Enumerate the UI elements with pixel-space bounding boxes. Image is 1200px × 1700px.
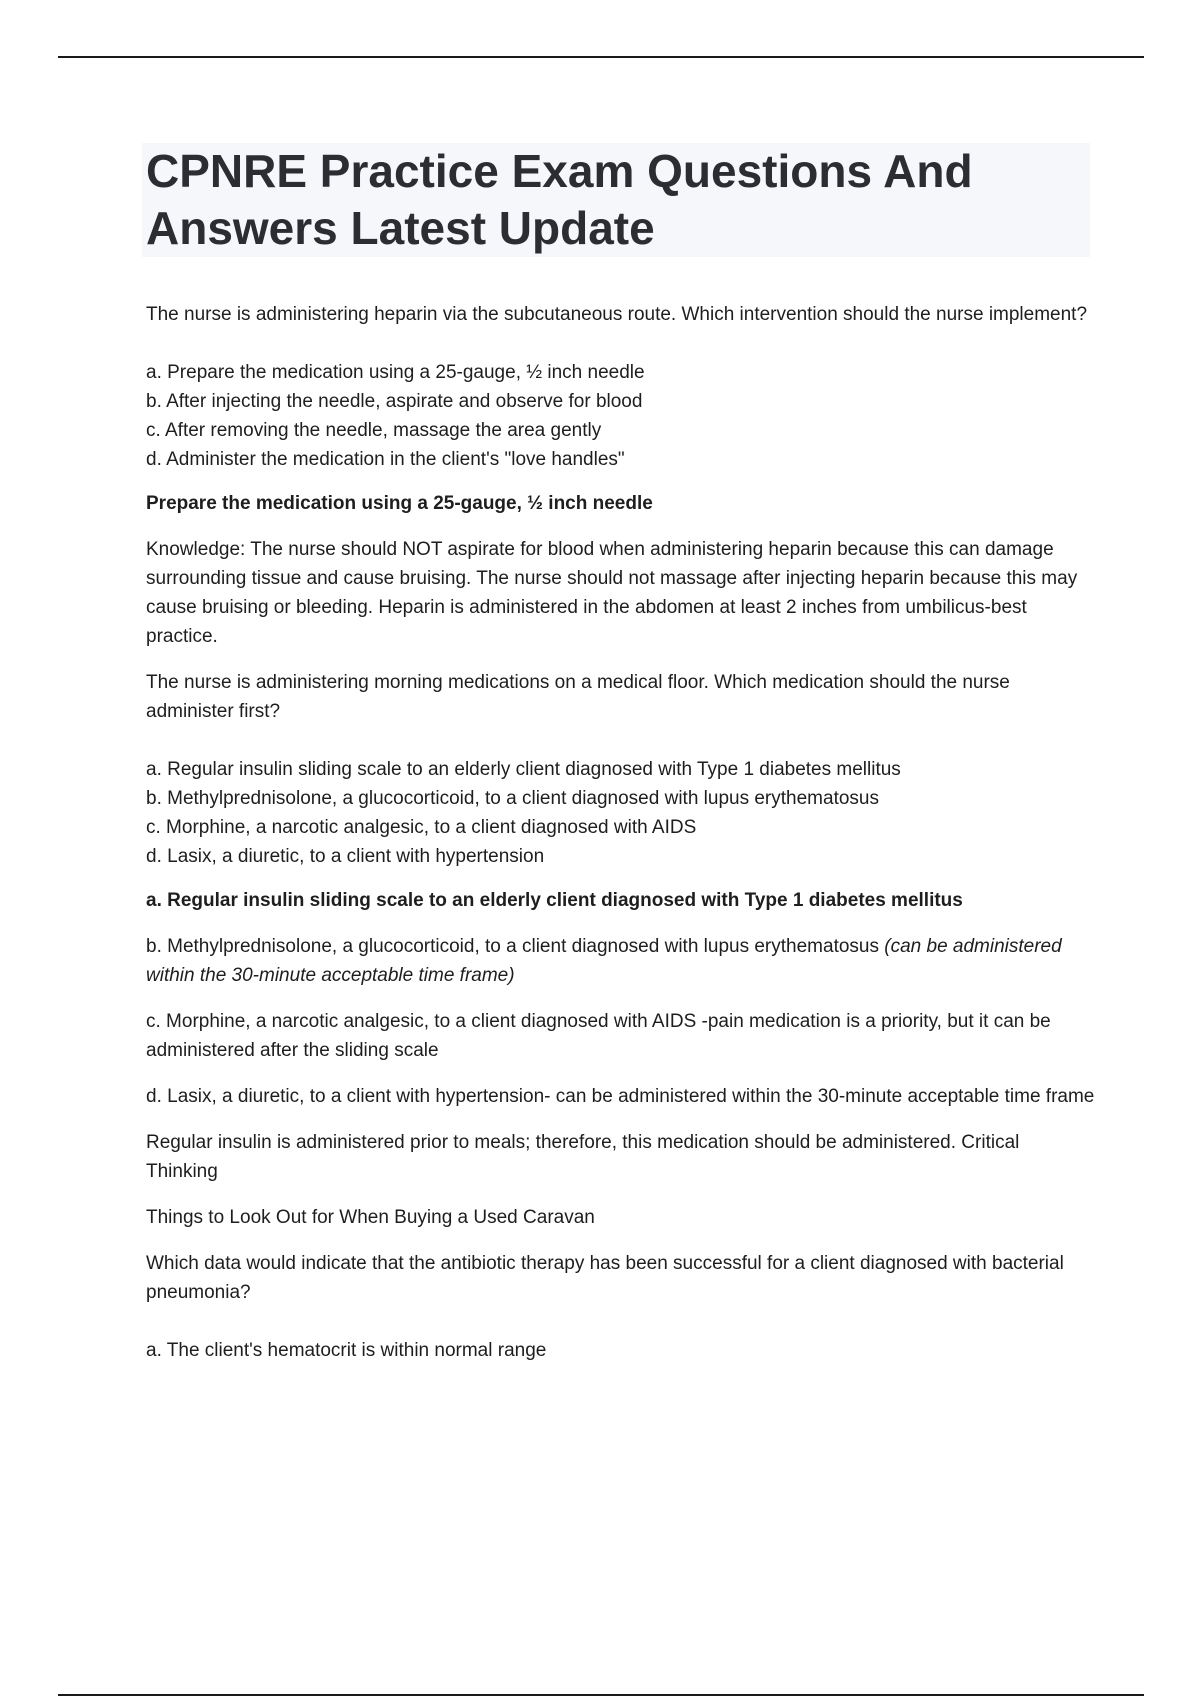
document-title: CPNRE Practice Exam Questions And Answers Latest Update [146, 145, 973, 254]
explanation-b-note: (can be administered within the 30-minute acceptable time frame) [146, 936, 1062, 986]
question-1-options [146, 358, 1096, 474]
document-body [146, 300, 1096, 1380]
stray-line: Things to Look Out for When Buying a Used Caravan [146, 1207, 595, 1228]
question-3: Which data would indicate that the antibiotic therapy has been successful for a client diagnosed with bacterial pneumonia? [146, 1253, 1064, 1303]
explanation-b-text: b. Methylprednisolone, a glucocorticoid, to a client diagnosed with lupus erythematosus [146, 936, 879, 957]
rationale-1: Knowledge: The nurse should NOT aspirate for blood when administering heparin because this can damage surrounding tissue and cause bruising. The nurse should not massage after injecting heparin because this may cause bruising or bleeding. Heparin is administered in the abdomen at least 2 inches from umbilicus-best practice. [146, 539, 1078, 647]
top-rule [58, 56, 1144, 58]
rationale-2: Regular insulin is administered prior to meals; therefore, this medication should be administered. Critical Thinking [146, 1132, 1020, 1182]
question-2: The nurse is administering morning medications on a medical floor. Which medication should the nurse administer first? [146, 672, 1010, 722]
question-1: The nurse is administering heparin via the subcutaneous route. Which intervention should the nurse implement? [146, 304, 1088, 325]
explanation-c: c. Morphine, a narcotic analgesic, to a client diagnosed with AIDS -pain medication is a priority, but it can be administered after the sliding scale [146, 1011, 1051, 1061]
option-a: a. Prepare the medication using a 25-gauge, ½ inch needle [146, 362, 645, 383]
question-2-options [146, 755, 1096, 871]
option-c: c. Morphine, a narcotic analgesic, to a client diagnosed with AIDS [146, 817, 697, 838]
option-a: a. The client's hematocrit is within normal range [146, 1340, 547, 1361]
explanation-b [146, 932, 1096, 990]
question-3-options [146, 1336, 1096, 1365]
option-d: d. Lasix, a diuretic, to a client with hypertension [146, 846, 545, 867]
bottom-rule [58, 1694, 1144, 1696]
explanation-d: d. Lasix, a diuretic, to a client with hypertension- can be administered within the 30-minute acceptable time frame [146, 1086, 1095, 1107]
option-d: d. Administer the medication in the client's "love handles" [146, 449, 625, 470]
answer-2: a. Regular insulin sliding scale to an elderly client diagnosed with Type 1 diabetes mellitus [146, 890, 963, 911]
option-c: c. After removing the needle, massage the area gently [146, 420, 602, 441]
option-a: a. Regular insulin sliding scale to an elderly client diagnosed with Type 1 diabetes mellitus [146, 759, 901, 780]
option-b: b. Methylprednisolone, a glucocorticoid, to a client diagnosed with lupus erythematosus [146, 788, 879, 809]
option-b: b. After injecting the needle, aspirate and observe for blood [146, 391, 643, 412]
answer-1: Prepare the medication using a 25-gauge, ½ inch needle [146, 493, 653, 514]
